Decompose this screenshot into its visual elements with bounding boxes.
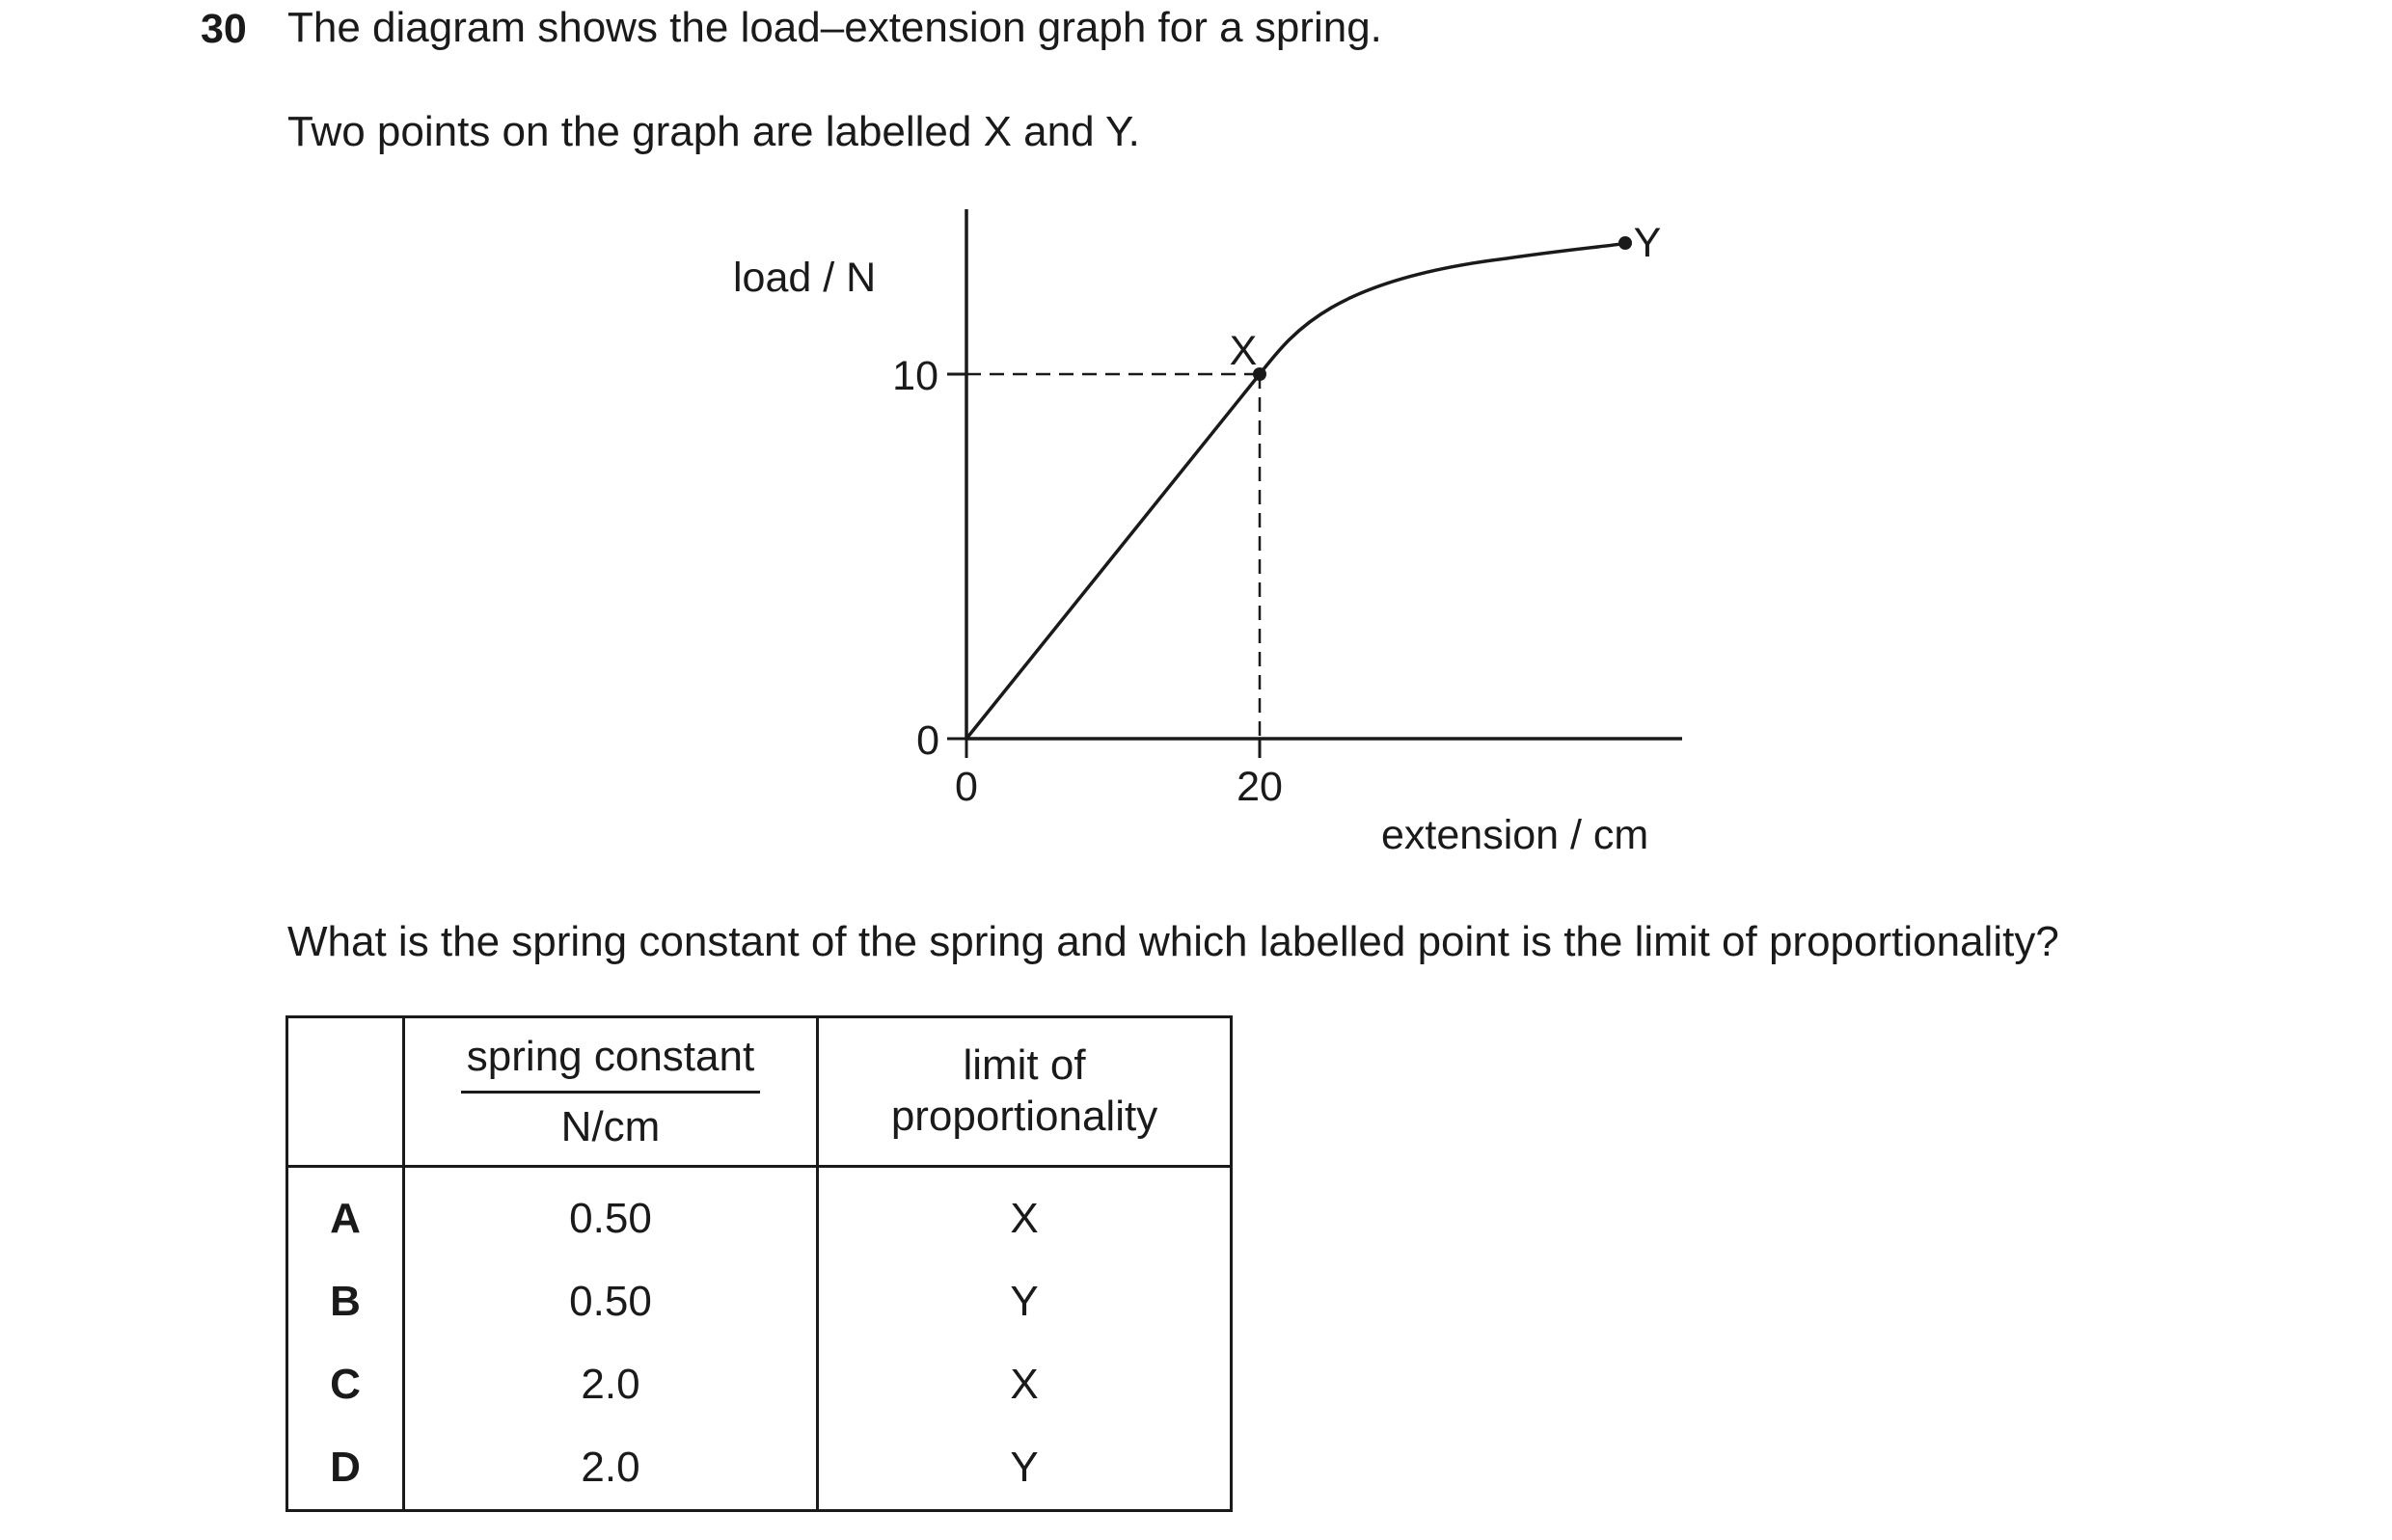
answer-options-table: [285, 1015, 1233, 1512]
limit-label-line-1: limit of: [963, 1041, 1086, 1090]
x-axis-label: extension / cm: [1381, 812, 1649, 858]
option-limit-point: Y: [818, 1260, 1232, 1343]
table-row: [287, 1343, 1232, 1426]
limit-label-line-2: proportionality: [890, 1093, 1158, 1140]
spring-constant-unit: N/cm: [560, 1102, 661, 1150]
table-row: [287, 1260, 1232, 1343]
point-x-label: X: [1229, 328, 1258, 374]
linear-region-line: [966, 374, 1260, 739]
option-letter: A: [287, 1167, 404, 1261]
point-y-label: Y: [1633, 220, 1662, 266]
question-number: 30: [201, 6, 247, 52]
spring-constant-fraction: [461, 1027, 760, 1156]
y-tick-label-10: 10: [892, 353, 938, 399]
option-limit-point: X: [818, 1343, 1232, 1426]
table-header-row: [287, 1017, 1232, 1167]
option-spring-constant: 2.0: [404, 1343, 818, 1426]
non-linear-region-curve: [1260, 243, 1625, 374]
table-row: [287, 1426, 1232, 1511]
header-limit-of-proportionality: [818, 1017, 1232, 1167]
option-spring-constant: 2.0: [404, 1426, 818, 1511]
option-limit-point: X: [818, 1167, 1232, 1261]
option-letter: D: [287, 1426, 404, 1511]
question-prompt: What is the spring constant of the spring and which labelled point is the limit of proportionality?: [287, 918, 2059, 965]
point-y: [1618, 236, 1632, 250]
table-row: [287, 1167, 1232, 1261]
question-line-2: Two points on the graph are labelled X and Y.: [287, 108, 1140, 155]
spring-constant-label: spring constant: [461, 1027, 760, 1094]
header-empty-cell: [287, 1017, 404, 1167]
x-tick-label-0: 0: [955, 764, 978, 810]
option-spring-constant: 0.50: [404, 1167, 818, 1261]
y-tick-label-0: 0: [916, 717, 939, 764]
header-spring-constant: [404, 1017, 818, 1167]
option-letter: C: [287, 1343, 404, 1426]
option-letter: B: [287, 1260, 404, 1343]
y-axis-label: load / N: [733, 255, 877, 301]
option-spring-constant: 0.50: [404, 1260, 818, 1343]
option-limit-point: Y: [818, 1426, 1232, 1511]
question-line-1: The diagram shows the load–extension graph for a spring.: [287, 4, 1382, 51]
x-tick-label-20: 20: [1237, 764, 1283, 810]
